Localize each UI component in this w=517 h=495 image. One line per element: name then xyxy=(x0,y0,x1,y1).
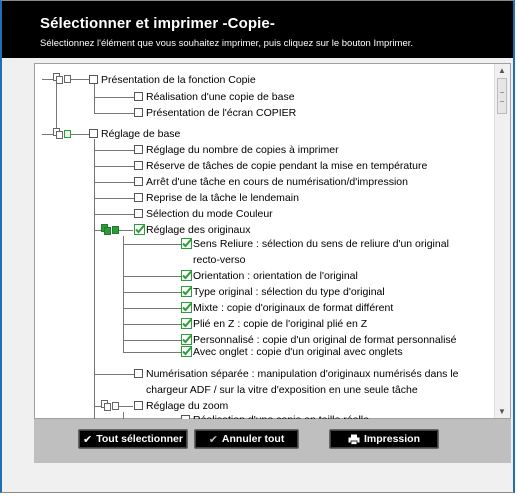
dialog-header xyxy=(2,1,513,58)
tree-connector xyxy=(94,84,95,114)
checkbox[interactable] xyxy=(89,129,98,138)
select-all-label: Tout sélectionner xyxy=(96,433,183,445)
check-icon: ✔ xyxy=(83,433,93,446)
tree-connector xyxy=(123,324,181,325)
check-icon[interactable] xyxy=(181,302,192,313)
tree-connector xyxy=(94,214,134,215)
tree-group-icon[interactable] xyxy=(53,128,71,140)
tree-item-label-continuation: chargeur ADF / sur la vitre d'exposition en une seule tâche xyxy=(146,384,418,396)
check-icon[interactable] xyxy=(181,318,192,329)
tree-connector xyxy=(94,198,134,199)
checkbox[interactable] xyxy=(134,92,143,101)
checkbox[interactable] xyxy=(134,145,143,154)
tree-group-icon[interactable] xyxy=(101,224,119,236)
tree-group-icon[interactable] xyxy=(101,400,119,412)
check-icon[interactable] xyxy=(181,238,192,249)
tree-connector xyxy=(123,244,181,245)
dialog-subtitle: Sélectionnez l'élément que vous souhaitez imprimer, puis cliquez sur le bouton Imprimer. xyxy=(40,38,414,49)
tree-scrollbar[interactable] xyxy=(494,64,510,418)
cancel-all-label: Annuler tout xyxy=(221,433,285,445)
tree-group-icon[interactable] xyxy=(53,73,71,85)
checkbox[interactable] xyxy=(134,193,143,202)
tree-connector xyxy=(123,276,181,277)
checkbox[interactable] xyxy=(134,369,143,378)
checkbox[interactable] xyxy=(134,177,143,186)
check-icon[interactable] xyxy=(181,334,192,345)
print-button[interactable] xyxy=(329,429,439,449)
tree-item-label-continuation: recto-verso xyxy=(193,254,246,266)
printer-icon xyxy=(348,434,360,445)
checkbox[interactable] xyxy=(134,161,143,170)
check-icon[interactable] xyxy=(181,270,192,281)
scroll-up-icon[interactable]: ▲ xyxy=(498,66,506,75)
tree-connector xyxy=(119,230,133,231)
check-icon[interactable] xyxy=(134,224,145,235)
check-icon[interactable] xyxy=(181,346,192,357)
checkbox[interactable] xyxy=(89,75,98,84)
scroll-down-icon[interactable]: ▼ xyxy=(498,407,506,416)
tree-connector xyxy=(94,139,95,419)
dialog-title: Sélectionner et imprimer -Copie- xyxy=(40,15,275,32)
tree-connector xyxy=(94,182,134,183)
tree-connector xyxy=(123,292,181,293)
tree-connector xyxy=(119,406,133,407)
check-icon[interactable] xyxy=(181,286,192,297)
tree-connector xyxy=(71,79,89,80)
select-all-button[interactable] xyxy=(78,429,188,449)
print-label: Impression xyxy=(363,433,421,445)
checkbox[interactable] xyxy=(134,401,143,410)
scrollbar-thumb[interactable] xyxy=(497,78,507,114)
dialog-footer xyxy=(34,419,511,463)
tree-connector xyxy=(94,150,134,151)
tree-connector xyxy=(94,97,134,98)
checkbox[interactable] xyxy=(134,209,143,218)
tree-connector xyxy=(123,236,124,352)
topic-tree: Présentation de la fonction Copie Réalisation d'une copie de base Présentation de l'écran COPIER Réglage de base Réglage du nombre de copies à imprimer Réserve de tâches de copie pendant la mise en température Arrêt d'une tâche en cours de numérisation/d'impression Reprise de la tâche le lendemain Sélection du mode Couleur Réglage des originaux Sens Reliure : sélection du sens de reliure d'un original recto-verso Orientation : orientation de l'original Type original : sélection du type d'original Mixte : copie d'originaux de format différent Plié en Z : copie de l'original plié en Z Personnalisé : copie d'un original de format personnalisé Avec onglet : copie d'un original avec onglets Numérisation séparée : manipulation d'originaux numérisés dans le chargeur ADF / sur la vitre d'exposition en une seule tâche Réglage du zoom ▲ ▼ xyxy=(34,63,511,419)
check-icon: ✔ xyxy=(208,433,218,446)
checkbox[interactable] xyxy=(134,108,143,117)
tree-connector xyxy=(123,352,181,353)
tree-connector xyxy=(94,166,134,167)
cancel-all-button[interactable] xyxy=(194,429,299,449)
tree-connector xyxy=(123,340,181,341)
tree-connector xyxy=(71,134,89,135)
tree-connector xyxy=(94,374,134,375)
tree-connector xyxy=(123,308,181,309)
tree-connector xyxy=(94,113,134,114)
